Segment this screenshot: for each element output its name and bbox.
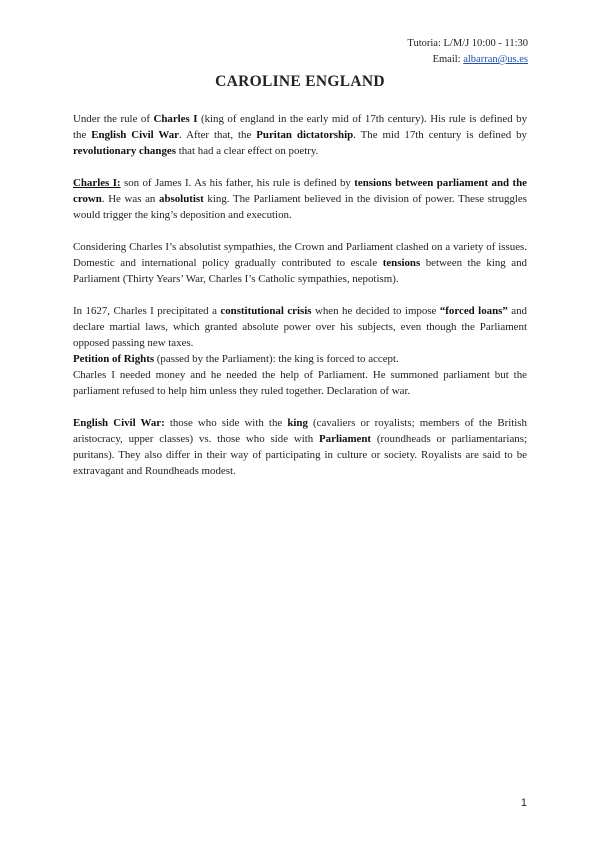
- email-link[interactable]: albarran@us.es: [463, 54, 528, 65]
- paragraph-petition-of-rights: [73, 351, 527, 367]
- text-run: when he decided to impose: [311, 305, 440, 317]
- tutoria-hours: Tutoria: L/M/J 10:00 - 11:30: [407, 38, 528, 49]
- header-info: [407, 36, 528, 68]
- text-run: son of James I. As his father, his rule is defined by: [120, 177, 355, 189]
- text-run: (king of england in the early mid of 17th century). His rule is defined by the: [73, 113, 528, 141]
- bold-run: constitutional crisis: [220, 305, 312, 317]
- text-run: (cavaliers or royalists; members of the British aristocracy, upper classes) vs. those who side with: [73, 417, 527, 445]
- text-run: (roundheads or parliamentarians; puritans). They also differ in their way of participating in culture or society. Royalists are said to be extravagant and Roundheads modest.: [73, 433, 527, 477]
- text-run: and declare martial laws, which granted absolute power over his subjects, even though the Parliament opposed passing new taxes.: [73, 305, 527, 349]
- bold-run: absolutist: [159, 193, 204, 205]
- bold-run: revolutionary changes: [73, 145, 176, 157]
- text-run: those who side with the: [164, 417, 288, 429]
- paragraph-absolutist-sympathies: [73, 239, 527, 287]
- email-line: [407, 52, 528, 68]
- page-number: 1: [520, 797, 527, 809]
- text-run: king. The Parliament believed in the division of power. These struggles would trigger the king’s deposition and execution.: [73, 193, 528, 221]
- text-run: . He was an: [101, 193, 159, 205]
- bold-run: English Civil War: [91, 129, 180, 141]
- text-run: Under the rule of: [73, 113, 154, 125]
- text-run: . After that, the: [179, 129, 257, 141]
- bold-run: tensions between parliament and the crown: [73, 177, 527, 205]
- paragraph-declaration-of-war: [73, 367, 527, 399]
- page-title: CAROLINE ENGLAND: [215, 73, 385, 90]
- bold-run: Charles I: [153, 113, 198, 125]
- text-run: Charles I needed money and he needed the help of Parliament. He summoned parliament but the parliament refused to help him unless they ruled together. Declaration of war.: [73, 369, 527, 397]
- paragraph-intro: [73, 111, 527, 159]
- text-run: In 1627, Charles I precipitated a: [73, 305, 221, 317]
- text-run: (passed by the Parliament): the king is forced to accept.: [154, 353, 399, 365]
- paragraph-constitutional-crisis: [73, 303, 527, 351]
- bold-run: Petition of Rights: [73, 353, 155, 365]
- text-run: that had a clear effect on poetry.: [175, 145, 319, 157]
- text-run: . The mid 17th century is defined by: [353, 129, 527, 141]
- bold-run: king: [287, 417, 308, 429]
- bold-run: tensions: [382, 257, 421, 269]
- bold-run: Parliament: [319, 433, 372, 445]
- document-body: [73, 111, 527, 479]
- bold-run: Puritan dictatorship: [256, 129, 354, 141]
- text-run: between the king and Parliament (Thirty Years’ War, Charles I’s Catholic sympathies, nepotism).: [73, 257, 527, 285]
- underlined-heading: Charles I:: [73, 177, 121, 189]
- paragraph-english-civil-war: [73, 415, 527, 479]
- bold-run: “forced loans”: [439, 305, 508, 317]
- email-label: Email:: [432, 54, 464, 65]
- paragraph-charles-i: [73, 175, 527, 223]
- text-run: Considering Charles I’s absolutist sympathies, the Crown and Parliament clashed on a variety of issues. Domestic and international policy gradually contributed to escale: [73, 241, 527, 269]
- bold-run: English Civil War:: [73, 417, 165, 429]
